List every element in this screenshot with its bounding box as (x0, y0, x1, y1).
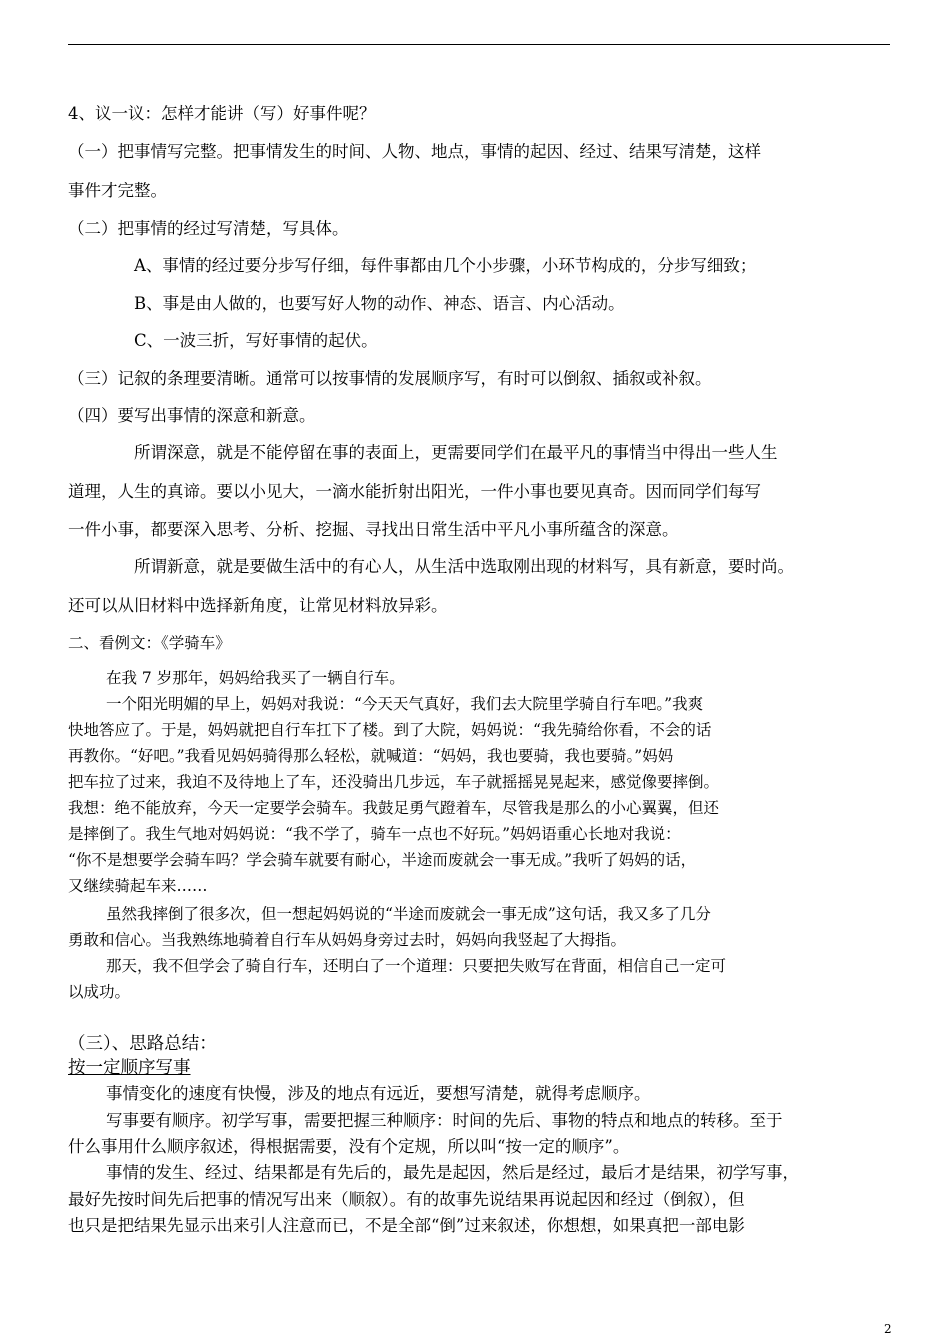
paragraph-line: 事情变化的速度有快慢，涉及的地点有远近，要想写清楚，就得考虑顺序。 (106, 1084, 651, 1103)
essay-line: “你不是想要学会骑车吗？学会骑车就要有耐心，半途而废就会一事无成。”我听了妈妈的话， (68, 851, 697, 869)
paragraph-line: 最好先按时间先后把事的情况写出来（顺叙）。有的故事先说结果再说起因和经过（倒叙），但 (68, 1190, 745, 1209)
section-heading: 二、看例文：《学骑车》 (68, 634, 231, 652)
essay-line: 又继续骑起车来…… (68, 877, 208, 895)
essay-line: 一个阳光明媚的早上，妈妈对我说：“今天天气真好，我们去大院里学骑自行车吧。”我爽 (106, 695, 704, 713)
essay-line: 把车拉了过来，我迫不及待地上了车，还没骑出几步远，车子就摇摇晃晃起来，感觉像要摔倒。 (68, 773, 720, 791)
essay-line: 以成功。 (68, 983, 131, 1001)
essay-line: 是摔倒了。我生气地对妈妈说：“我不学了，骑车一点也不好玩。”妈妈语重心长地对我说： (68, 825, 681, 843)
paragraph-line: 所谓深意，就是不能停留在事的表面上，更需要同学们在最平凡的事情当中得出一些人生 (134, 443, 778, 462)
essay-line: 快地答应了。于是，妈妈就把自行车扛下了楼。到了大院，妈妈说：“我先骑给你看，不会的话 (68, 721, 712, 739)
essay-line: 那天，我不但学会了骑自行车，还明白了一个道理：只要把失败写在背面，相信自己一定可 (106, 957, 727, 975)
paragraph-line: 所谓新意，就是要做生活中的有心人，从生活中选取刚出现的材料写，具有新意，要时尚。 (134, 557, 794, 576)
header-rule (68, 44, 890, 45)
essay-line: 我想：绝不能放弃，今天一定要学会骑车。我鼓足勇气蹬着车，尽管我是那么的小心翼翼，但还 (68, 799, 720, 817)
paragraph-line: （三）记叙的条理要清晰。通常可以按事情的发展顺序写，有时可以倒叙、插叙或补叙。 (68, 369, 712, 388)
essay-line: 虽然我摔倒了很多次，但一想起妈妈说的“半途而废就会一事无成”这句话，我又多了几分 (106, 905, 711, 923)
list-item: B、事是由人做的，也要写好人物的动作、神态、语言、内心活动。 (134, 294, 625, 313)
paragraph-line: （四）要写出事情的深意和新意。 (68, 406, 316, 425)
section-subheading: 按一定顺序写事 (68, 1058, 191, 1078)
section-heading: （三）、思路总结： (68, 1034, 217, 1054)
paragraph-line: （二）把事情的经过写清楚，写具体。 (68, 219, 349, 238)
paragraph-line: 道理，人生的真谛。要以小见大，一滴水能折射出阳光，一件小事也要见真奇。因而同学们每写 (68, 482, 761, 501)
page-number: 2 (884, 1322, 892, 1336)
section-heading: 4、议一议：怎样才能讲（写）好事件呢？ (68, 104, 376, 123)
paragraph-line: 写事要有顺序。初学写事，需要把握三种顺序：时间的先后、事物的特点和地点的转移。至于 (106, 1111, 783, 1130)
paragraph-line: 事件才完整。 (68, 181, 167, 200)
paragraph-line: 还可以从旧材料中选择新角度，让常见材料放异彩。 (68, 596, 448, 615)
list-item: A、事情的经过要分步写仔细，每件事都由几个小步骤，小环节构成的，分步写细致； (134, 256, 757, 275)
essay-line: 勇敢和信心。当我熟练地骑着自行车从妈妈身旁过去时，妈妈向我竖起了大拇指。 (68, 931, 627, 949)
essay-line: 在我 7 岁那年，妈妈给我买了一辆自行车。 (106, 669, 405, 687)
paragraph-line: 什么事用什么顺序叙述，得根据需要，没有个定规，所以叫“按一定的顺序”。 (68, 1137, 630, 1156)
paragraph-line: 事情的发生、经过、结果都是有先后的，最先是起因，然后是经过，最后才是结果，初学写事， (106, 1163, 799, 1182)
essay-line: 再教你。“好吧。”我看见妈妈骑得那么轻松，就喊道：“妈妈，我也要骑，我也要骑。”妈妈 (68, 747, 674, 765)
paragraph-line: 也只是把结果先显示出来引人注意而已，不是全部“倒”过来叙述，你想想，如果真把一部电影 (68, 1216, 745, 1235)
paragraph-line: （一）把事情写完整。把事情发生的时间、人物、地点，事情的起因、经过、结果写清楚，这样 (68, 142, 761, 161)
list-item: C、一波三折，写好事情的起伏。 (134, 331, 378, 350)
paragraph-line: 一件小事，都要深入思考、分析、挖掘、寻找出日常生活中平凡小事所蕴含的深意。 (68, 520, 679, 539)
